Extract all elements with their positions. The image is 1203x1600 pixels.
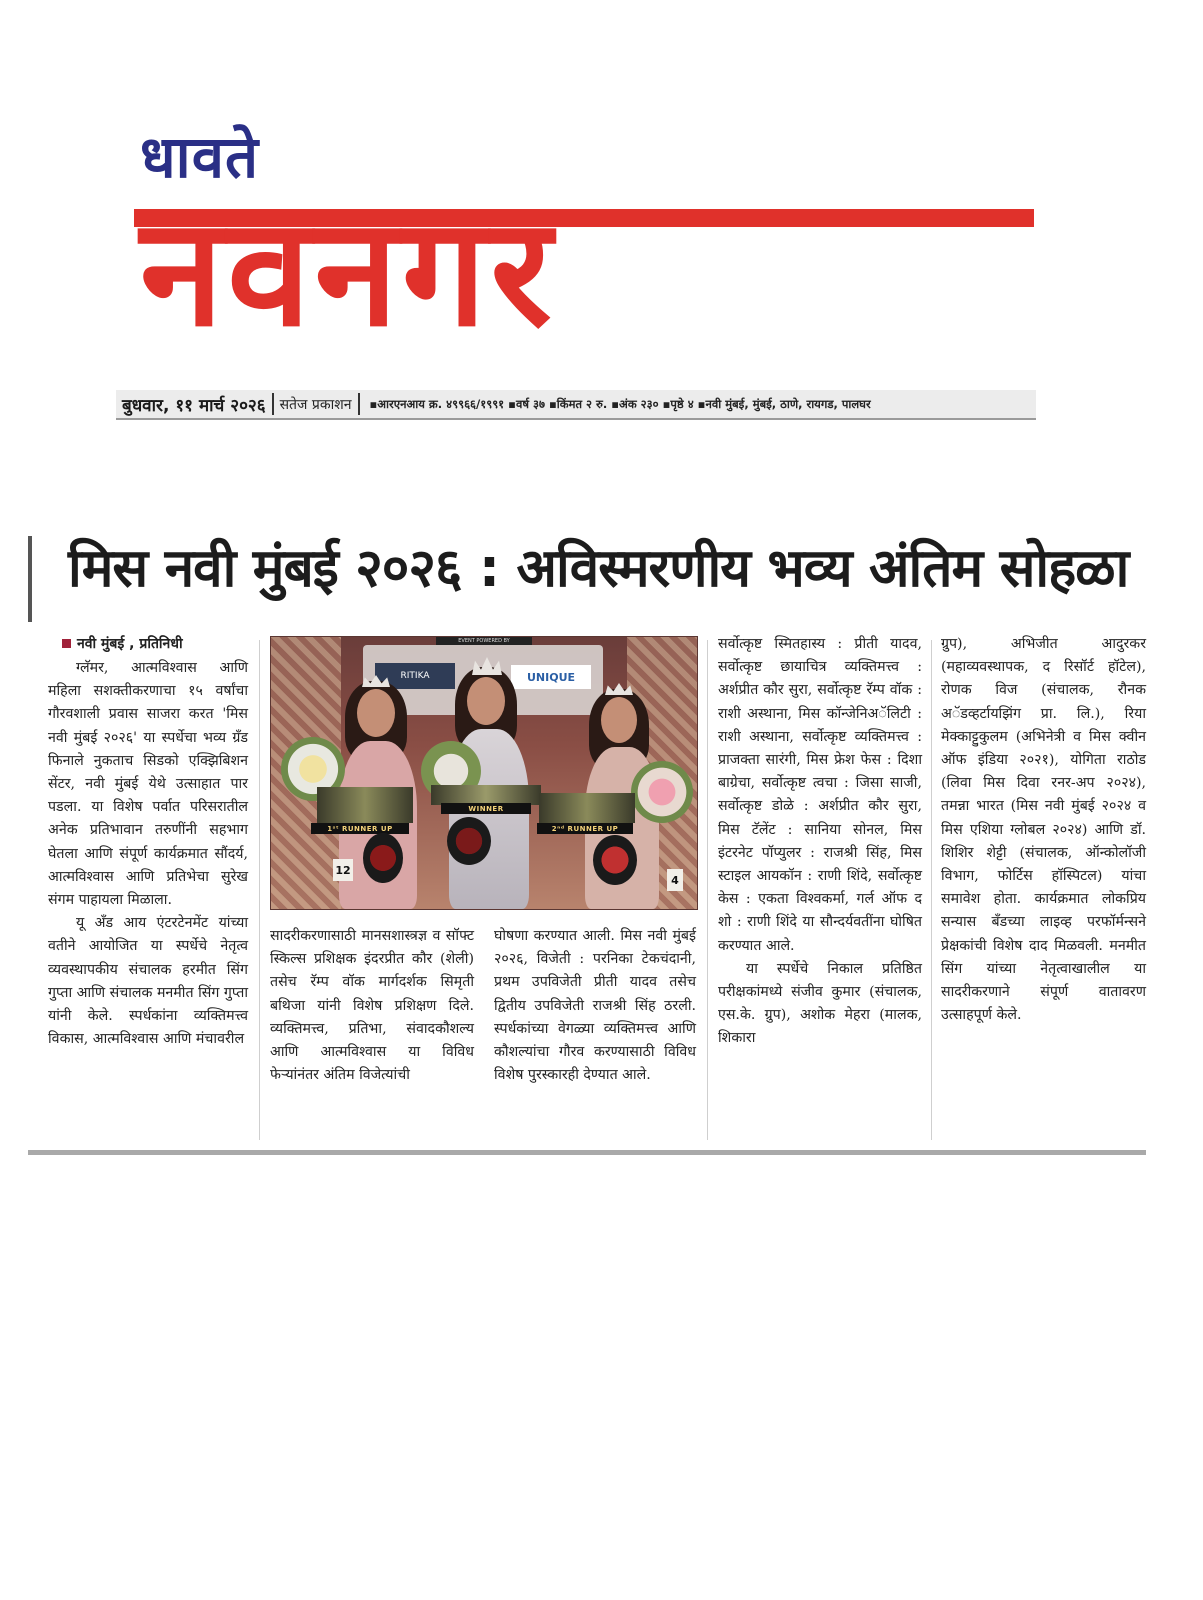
contestant-number: 12: [333, 859, 353, 881]
contestant-face: [467, 677, 505, 725]
column-divider: [931, 640, 932, 1140]
article-column-5: [941, 633, 1146, 1027]
article-headline: मिस नवी मुंबई २०२६ : अविस्मरणीय भव्य अंतिम सोहळा: [68, 538, 1129, 599]
paragraph: सादरीकरणासाठी मानसशास्त्रज्ञ व सॉफ्ट स्किल्स प्रशिक्षक इंदरप्रीत कौर (शेली) तसेच रॅम्प वॉक मार्गदर्शक सिमृती बथिजा यांनी विशेष प्रशिक्षण दिले. व्यक्तिमत्त्व, प्रतिभा, संवादकौशल्य आणि आत्मविश्वास या विविध फेऱ्यांनंतर अंतिम विजेत्यांची: [270, 928, 474, 1084]
article-column-2: [270, 925, 474, 1087]
article-column-1: [48, 657, 248, 1051]
sash-winner: WINNER: [441, 803, 531, 814]
trophy: [539, 793, 635, 823]
contestant-face: [357, 689, 395, 737]
winners-photo: [270, 636, 698, 910]
paragraph: यू अँड आय एंटरटेनमेंट यांच्या वतीने आयोजित या स्पर्धेचे नेतृत्व व्यवस्थापकीय संचालक हरमीत सिंग गुप्ता आणि संचालक मनमीत सिंग गुप्ता यांनी केले. स्पर्धकांना व्यक्तिमत्त्व विकास, आत्मविश्वास आणि मंचावरील: [48, 915, 248, 1048]
rose-bouquet: [593, 835, 637, 885]
paragraph: या स्पर्धेचे निकाल प्रतिष्ठित परीक्षकांमध्ये संजीव कुमार (संचालक, एस.के. ग्रुप), अशोक मेहरा (मालक, शिकारा: [718, 960, 922, 1047]
trophy: [431, 785, 541, 805]
sponsor-logo: UNIQUE: [511, 665, 591, 689]
issue-date: बुधवार, ११ मार्च २०२६: [122, 395, 266, 416]
paragraph: ग्लॅमर, आत्मविश्वास आणि महिला सशक्तीकरणाचा १५ वर्षांचा गौरवशाली प्रवास साजरा करत 'मिस नवी मुंबई २०२६' या स्पर्धेचा भव्य ग्रँड फिनाले नुकताच सिडको एक्झिबिशन सेंटर, नवी मुंबई येथे उत्साहात पार पडला. या विशेष पर्वात परिसरातील अनेक प्रतिभावान तरुणींनी सहभाग घेतला आणि संपूर्ण कार्यक्रमात सौंदर्य, आत्मविश्वास आणि प्रतिभेचा सुरेख संगम पाहायला मिळाला.: [48, 660, 248, 909]
contestant-number: 4: [667, 869, 683, 891]
sponsor-logo: RITIKA: [375, 663, 455, 689]
article-column-3: [494, 925, 696, 1087]
masthead-title: नवनगर: [140, 186, 556, 360]
bouquet: [631, 761, 693, 823]
stage-banner: EVENT POWERED BY: [436, 637, 532, 645]
trophy: [317, 787, 413, 823]
info-divider: [272, 393, 274, 415]
issue-info-bar: [116, 390, 1036, 420]
publisher: सतेज प्रकाशन: [279, 396, 352, 413]
article-column-4: [718, 633, 922, 1051]
sash-second-runner-up: 2ⁿᵈ RUNNER UP: [537, 823, 633, 834]
info-divider: [358, 393, 360, 415]
paragraph: सर्वोत्कृष्ट स्मितहास्य : प्रीती यादव, सर्वोत्कृष्ट छायाचित्र व्यक्तिमत्त्व : अर्शप्रीत कौर सुरा, सर्वोत्कृष्ट रॅम्प वॉक : राशी अस्थाना, मिस कॉन्जेनिअॅलिटी : राशी अस्थाना, सर्वोत्कृष्ट व्यक्तिमत्त्व : प्राजक्ता सारंगी, मिस फ्रेश फेस : दिशा बाग्रेचा, सर्वोत्कृष्ट त्वचा : जिसा साजी, सर्वोत्कृष्ट डोळे : अर्शप्रीत कौर सुरा, मिस टॅलेंट : सानिया सोनल, मिस इंटरनेट पॉप्युलर : राजश्री सिंह, मिस स्टाइल आयकॉन : राणी शिंदे, सर्वोत्कृष्ट केस : एकता विश्वकर्मा, गर्ल ऑफ द शो : राणी शिंदे या सौन्दर्यवतींना घोषित करण्यात आले.: [718, 636, 922, 954]
issue-meta: ▪आरएनआय क्र. ४९९६६/१९९१ ▪वर्ष ३७ ▪किंमत २ रु. ▪अंक २३० ▪पृष्ठे ४ ▪नवी मुंबई, मुंबई, ठाणे, रायगड, पालघर: [369, 396, 871, 411]
rose-bouquet: [363, 833, 403, 883]
column-divider: [707, 640, 708, 1140]
contestant-face: [601, 697, 637, 743]
headline-rule: [28, 536, 32, 622]
sash-first-runner-up: 1ˢᵗ RUNNER UP: [311, 823, 409, 834]
byline: [62, 634, 183, 653]
byline-text: नवी मुंबई , प्रतिनिधी: [77, 636, 183, 652]
paragraph: घोषणा करण्यात आली. मिस नवी मुंबई २०२६, विजेती : परनिका टेकचंदानी, प्रथम उपविजेती प्रीती यादव तसेच द्वितीय उपविजेती राजश्री सिंह ठरली. स्पर्धकांच्या वेगळ्या व्यक्तिमत्त्व आणि कौशल्यांचा गौरव करण्यासाठी विविध विशेष पुरस्कारही देण्यात आले.: [494, 928, 696, 1084]
masthead-tagline: धावते: [140, 123, 260, 191]
column-divider: [259, 640, 260, 1140]
paragraph: ग्रुप), अभिजीत आदुरकर (महाव्यवस्थापक, द रिसॉर्ट हॉटेल), रोणक विज (संचालक, रौनक अॅडव्हर्टायझिंग प्रा. लि.), रिया मेक्काट्टुकुलम (अभिनेत्री व मिस क्वीन ऑफ इंडिया २०२१), योगिता राठोड (लिवा मिस दिवा रनर-अप २०२४), तमन्ना भारत (मिस नवी मुंबई २०२४ व मिस एशिया ग्लोबल २०२४) आणि डॉ. शिशिर शेट्टी (संचालक, ऑन्कोलॉजी विभाग, फोर्टिस हॉस्पिटल) यांचा समावेश होता. कार्यक्रमात लोकप्रिय सन्यास बँडच्या लाइव्ह परफॉर्मन्सने प्रेक्षकांची विशेष दाद मिळवली. मनमीत सिंग यांच्या नेतृत्वाखालील या सादरीकरणाने संपूर्ण वातावरण उत्साहपूर्ण केले.: [941, 636, 1146, 1024]
bullet-square-icon: [62, 639, 71, 648]
article-bottom-rule: [28, 1150, 1146, 1155]
rose-bouquet: [447, 817, 491, 865]
